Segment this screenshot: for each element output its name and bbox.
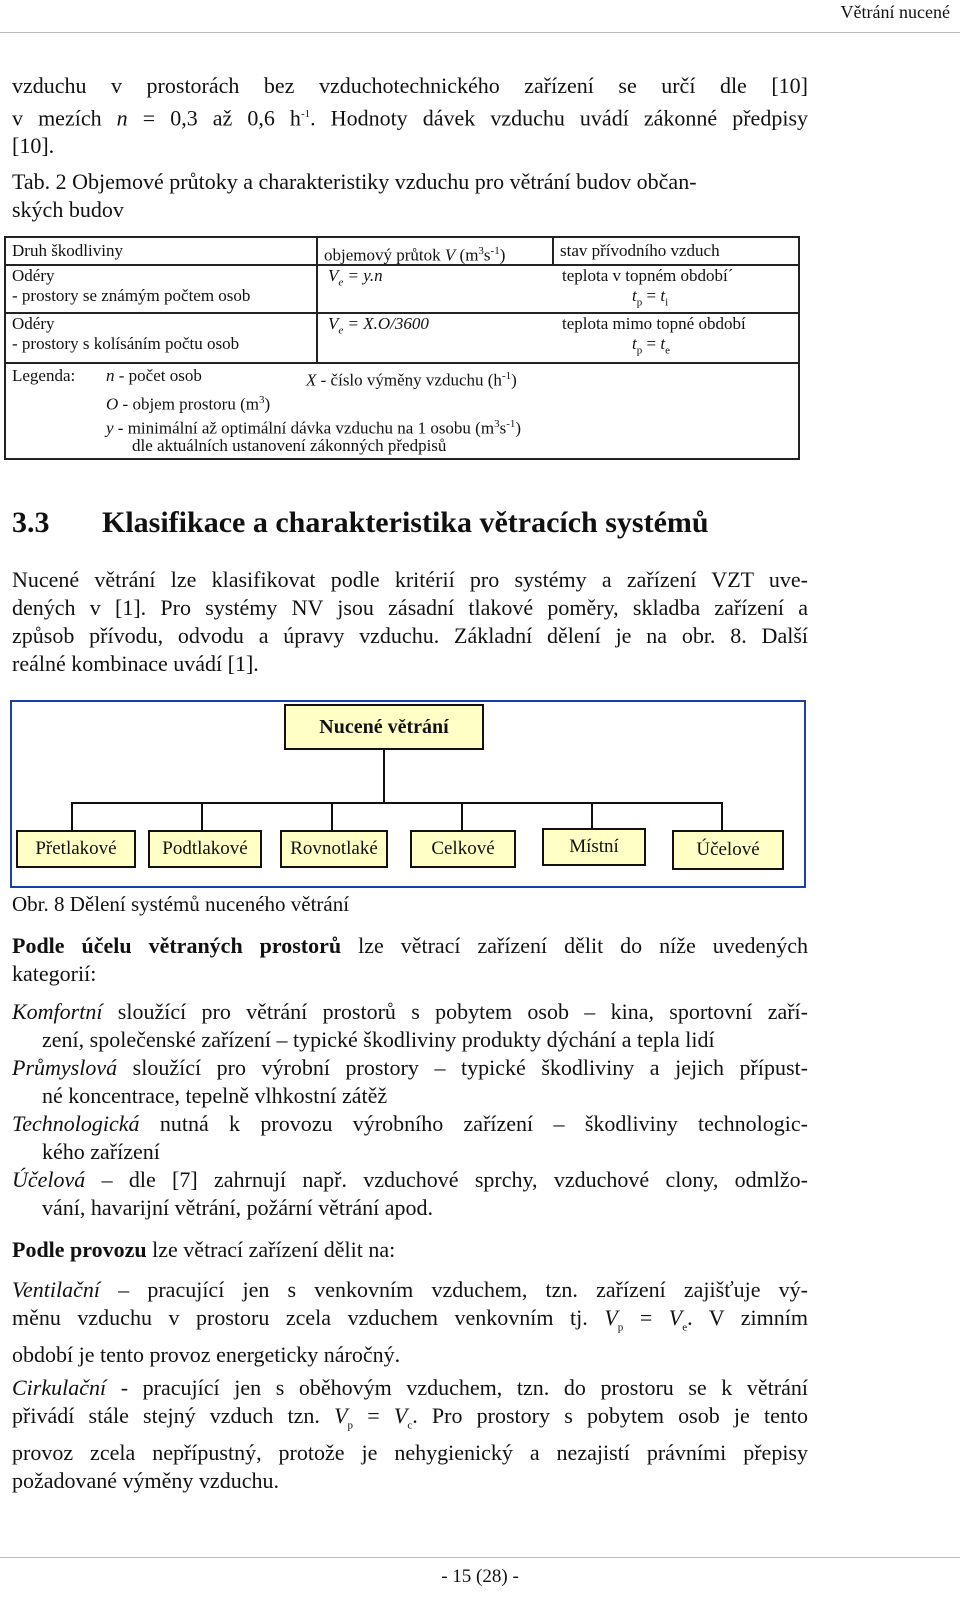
section-heading: [12, 506, 709, 540]
table-header-row: [6, 238, 798, 266]
legend-y: y - minimální až optimální dávka vzduchu na 1 osobu $(m^3s^{-1})$: [106, 418, 522, 438]
table-caption-line-2: ských budov: [12, 197, 124, 222]
table-col-divider: [552, 238, 554, 264]
intro-line-3: [10].: [12, 133, 55, 159]
diagram-caption: Obr. 8 Dělení systémů nuceného větrání: [12, 892, 350, 916]
legend-label: Legenda:: [12, 366, 76, 385]
row2-pollutant: Odéry - prostory s kolísáním počtu osob: [12, 314, 240, 353]
legend-last: dle aktuálních ustanovení zákonných předpisů: [132, 436, 447, 455]
table-row: [6, 314, 798, 364]
intro-line-1: vzduchu v prostorách bez vzduchotechnického zařízení se určí dle [10]: [12, 73, 808, 98]
purpose-list: [12, 998, 808, 1222]
table-col-divider: [316, 238, 318, 362]
diagram-connector: [71, 802, 73, 830]
operation-circulation: Cirkulační - pracující jen s oběhovým vzduchem, tzn. do prostoru se k větrání přivádí stále stejný vzduch tzn. $V_p = V_c$. Pro prostory s pobytem osob je tento provoz zcela nepřípustný, protože je nehygienický a nezajistí právními přepisy požadované výměny vzduchu.: [12, 1375, 808, 1494]
diagram-connector: [201, 802, 203, 830]
intro-paragraph: [12, 72, 808, 160]
list-item: Technologická nutná k provozu výrobního zařízení – škodliviny technologic- kého zařízení: [12, 1111, 808, 1164]
header-rule: [0, 32, 960, 33]
diagram-connector: [71, 802, 723, 804]
header-supply-air: stav přívodního vzduch: [560, 241, 720, 260]
list-item: Účelová – dle [7] zahrnují např. vzduchové sprchy, vzduchové clony, odmlžo- vání, havarijní větrání, požární větrání apod.: [12, 1167, 808, 1220]
diagram-connector: [591, 802, 593, 828]
legend-n: n - počet osob: [106, 366, 202, 385]
list-item: Průmyslová sloužící pro výrobní prostory – typické škodliviny a jejich přípust- né koncentrace, tepelně vlhkostní zátěž: [12, 1055, 808, 1108]
table-row: [6, 264, 798, 312]
list-item: Komfortní sloužící pro větrání prostorů s pobytem osob – kina, sportovní zaří- zení, společenské zařízení – typické škodliviny produkty dýchání a tepla lidí: [12, 999, 808, 1052]
row1-pollutant: Odéry - prostory se známým počtem osob: [12, 266, 251, 305]
section-number: 3.3: [12, 506, 50, 539]
diagram-connector: [383, 750, 385, 802]
running-header: Větrání nucené: [840, 2, 950, 22]
diagram-connector: [461, 802, 463, 830]
diagram-box-balanced: Rovnotlaké: [280, 830, 388, 868]
operation-ventilation: Ventilační – pracující jen s venkovním vzduchem, tzn. zařízení zajišťuje vý- měnu vzduchu v prostoru zcela vzduchem venkovním tj. $V_p = V_e$. V zimním období je tento provoz energeticky náročný.: [12, 1277, 808, 1368]
table-legend: [12, 364, 792, 458]
legend-o: O - objem prostoru $(m^3)$: [106, 394, 271, 414]
purpose-intro: Podle účelu větraných prostorů lze větrací zařízení dělit do níže uvedených kategorií:: [12, 933, 808, 986]
diagram-connector: [721, 802, 723, 830]
classification-paragraph: Nucené větrání lze klasifikovat podle kritérií pro systémy a zařízení VZT uve- dených v [1]. Pro systémy NV jsou zásadní tlakové poměry, skladba zařízení a způsob přívodu, odvodu a úpravy vzduchu. Základní dělení je na obr. 8. Další reálné kombinace uvádí [1].: [12, 567, 808, 676]
row1-formula: $V_e = y.n$: [328, 266, 383, 289]
airflow-table: [4, 236, 800, 460]
row2-formula: $V_e = X.O/3600$: [328, 314, 429, 337]
diagram-box-overpressure: Přetlakové: [16, 830, 136, 868]
section-title: Klasifikace a charakteristika větracích systémů: [102, 506, 709, 539]
page-number: - 15 (28) -: [441, 1566, 519, 1587]
row1-supply: teplota v topném období´ $t_p = t_i$: [562, 266, 734, 309]
footer-rule: [0, 1557, 960, 1558]
table-caption: [12, 168, 808, 224]
diagram-connector: [331, 802, 333, 830]
diagram-box-total: Celkové: [410, 830, 516, 868]
row2-supply: teplota mimo topné období $t_p = t_e$: [562, 314, 746, 357]
diagram-box-purpose: Účelové: [672, 830, 784, 870]
intro-line-2: v mezích n = 0,3 až 0,6 $h^{-1}$. Hodnoty dávek vzduchu uvádí zákonné předpisy: [12, 105, 809, 131]
header-flow: objemový průtok V $(m^3s^{-1})$: [324, 245, 506, 265]
legend-x: X - číslo výměny vzduchu $(h^{-1})$: [306, 370, 517, 390]
table-caption-line-1: Tab. 2 Objemové průtoky a charakteristiky vzduchu pro větrání budov občan-: [12, 169, 697, 194]
ventilation-diagram: [10, 700, 806, 888]
diagram-box-local: Místní: [542, 828, 646, 866]
diagram-box-underpressure: Podtlakové: [148, 830, 262, 868]
operation-intro: Podle provozu lze větrací zařízení dělit na:: [12, 1237, 396, 1262]
header-pollutant: Druh škodliviny: [12, 241, 123, 260]
diagram-root-box: Nucené větrání: [284, 704, 484, 750]
